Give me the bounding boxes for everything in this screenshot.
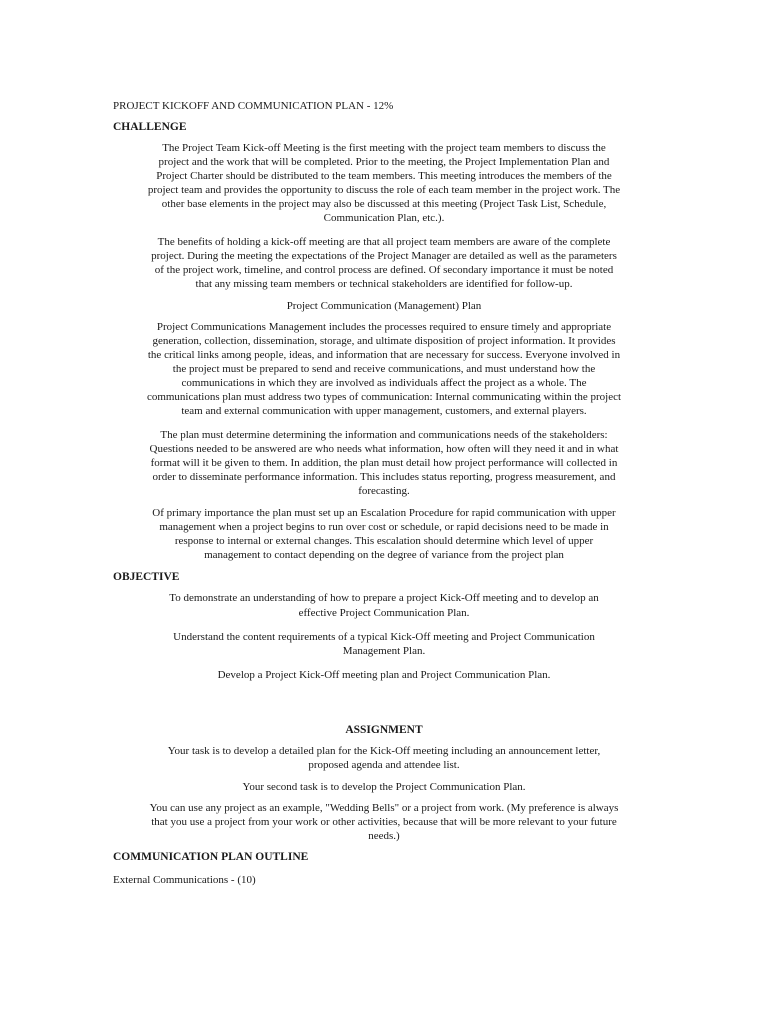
- assignment-p1-line: proposed agenda and attendee list.: [308, 759, 460, 771]
- outline-item: External Communications - (10): [113, 874, 256, 886]
- outline-heading: COMMUNICATION PLAN OUTLINE: [113, 851, 309, 863]
- objective-p1-line: To demonstrate an understanding of how to prepare a project Kick-Off meeting and to develop an: [169, 592, 599, 604]
- pcp-p1-line: generation, collection, dissemination, storage, and ultimate disposition of project information. It provides: [152, 335, 616, 347]
- pcp-p1-line: the critical links among people, ideas, and information that are necessary for success. Everyone involved in: [147, 349, 621, 361]
- challenge-heading: CHALLENGE: [113, 121, 187, 133]
- challenge-p1-line: other base elements in the project may also be discussed at this meeting (Project Task List, Schedule,: [161, 198, 607, 210]
- challenge-p1-line: The Project Team Kick-off Meeting is the first meeting with the project team members to discuss the: [162, 142, 606, 154]
- pcp-p2-line: Questions needed to be answered are who needs what information, how often will they need it and in what: [149, 443, 619, 455]
- challenge-p2-line: The benefits of holding a kick-off meeting are that all project team members are aware of the complete: [157, 236, 611, 248]
- challenge-p2-line: of the project work, timeline, and control process are defined. Of secondary importance it must be noted: [154, 264, 614, 276]
- pcp-p1-line: communications plan must address two types of communication: Internal communicating within the project: [146, 391, 622, 403]
- pcp-p1-line: communications in which they are involved as individuals affect the project as a whole. The: [181, 377, 587, 389]
- assignment-p1-line: Your task is to develop a detailed plan for the Kick-Off meeting including an announcement letter,: [167, 745, 601, 757]
- pcp-p2-line: format will it be given to them. In addition, the plan must detail how project performance will collected in: [150, 457, 618, 469]
- assignment-p2: Your second task is to develop the Project Communication Plan.: [242, 781, 526, 793]
- assignment-heading: ASSIGNMENT: [345, 724, 423, 736]
- pcp-p2-line: The plan must determine determining the information and communications needs of the stakeholders:: [160, 429, 608, 441]
- assignment-p3-line: You can use any project as an example, "Wedding Bells" or a project from work. (My preference is always: [149, 802, 619, 814]
- challenge-p1-line: Project Charter should be distributed to the team members. This meeting introduces the members of the: [156, 170, 612, 182]
- pcp-p2-line: order to disseminate performance information. This includes status reporting, progress measurement, and: [152, 471, 616, 483]
- pcp-p3-line: management when a project begins to run over cost or schedule, or rapid decisions need to be made in: [159, 521, 609, 533]
- assignment-p3-line: that you use a project from your work or other activities, because that will be more relevant to your future: [151, 816, 617, 828]
- pcp-p2-line: forecasting.: [358, 485, 410, 497]
- challenge-p1-line: Communication Plan, etc.).: [323, 212, 445, 224]
- pcp-p3-line: management to contact depending on the degree of variance from the project plan: [204, 549, 564, 561]
- objective-heading: OBJECTIVE: [113, 571, 180, 583]
- objective-p2-line: Management Plan.: [342, 645, 426, 657]
- challenge-p1-line: project and the work that will be completed. Prior to the meeting, the Project Implementation Plan and: [158, 156, 610, 168]
- document-title: PROJECT KICKOFF AND COMMUNICATION PLAN - 12%: [113, 100, 394, 112]
- challenge-p2-line: project. During the meeting the expectations of the Project Manager are detailed as well as the parameters: [151, 250, 617, 262]
- challenge-p2-line: that any missing team members or technical stakeholders are identified for follow-up.: [195, 278, 573, 290]
- challenge-p1-line: project team and provides the opportunity to discuss the role of each team member in the project work. The: [147, 184, 621, 196]
- pcp-subheading: Project Communication (Management) Plan: [286, 300, 482, 312]
- pcp-p1-line: team and external communication with upper management, customers, and external players.: [181, 405, 587, 417]
- pcp-p3-line: response to internal or external changes. This escalation should determine which level of upper: [174, 535, 594, 547]
- objective-p2-line: Understand the content requirements of a typical Kick-Off meeting and Project Communication: [173, 631, 595, 643]
- pcp-p1-line: Project Communications Management includes the processes required to ensure timely and appropriate: [156, 321, 612, 333]
- pcp-p3-line: Of primary importance the plan must set up an Escalation Procedure for rapid communication with upper: [152, 507, 616, 519]
- pcp-p1-line: the project must be prepared to send and receive communications, and must understand how the: [172, 363, 596, 375]
- objective-p3: Develop a Project Kick-Off meeting plan and Project Communication Plan.: [217, 669, 551, 681]
- assignment-p3-line: needs.): [368, 830, 400, 842]
- objective-p1-line: effective Project Communication Plan.: [298, 607, 470, 619]
